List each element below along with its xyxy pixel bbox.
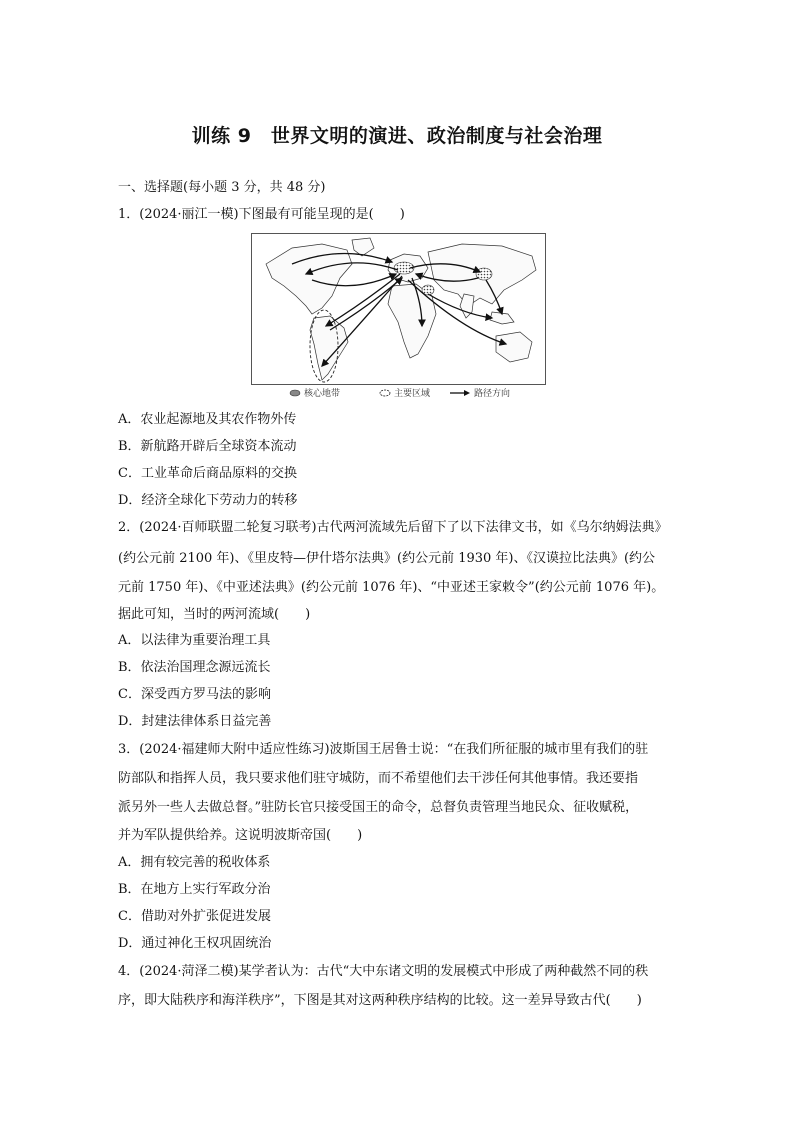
question-1-option-b: B．新航路开辟后全球资本流动 — [118, 439, 297, 454]
question-3-option-d: D．通过神化王权巩固统治 — [118, 936, 272, 951]
question-3-option-a: A．拥有较完善的税收体系 — [118, 855, 271, 870]
core-zone-east-asia — [476, 268, 492, 280]
question-3-option-b: B．在地方上实行军政分治 — [118, 882, 271, 897]
question-1-option-d: D．经济全球化下劳动力的转移 — [118, 493, 298, 508]
question-3-line-2: 防部队和指挥人员，我只要求他们驻守城防，而不希望他们去干涉任何其他事情。我还要指 — [118, 771, 639, 786]
question-2-line-4: 据此可知，当时的两河流域( ) — [118, 607, 311, 622]
question-2-option-b: B．依法治国理念源远流长 — [118, 660, 271, 675]
page-title: 训练 9 世界文明的演进、政治制度与社会治理 — [191, 125, 603, 147]
legend-item-region — [379, 386, 430, 399]
legend-label-region: 主要区域 — [394, 389, 431, 399]
legend-label-core: 核心地带 — [304, 389, 341, 399]
legend-item-route — [449, 386, 510, 399]
section-heading: 一、选择题(每小题 3 分，共 48 分) — [118, 180, 326, 195]
question-2-line-1: 2．(2024·百师联盟二轮复习联考)古代两河流域先后留下了以下法律文书，如《乌尔纳姆法典》 — [118, 520, 668, 535]
question-2-option-d: D．封建法律体系日益完善 — [118, 714, 272, 729]
question-3-line-1: 3．(2024·福建师大附中适应性练习)波斯国王居鲁士说：“在我们所征服的城市里有我们的驻 — [118, 742, 649, 757]
question-1-stem: 1．(2024·丽江一模)下图最有可能呈现的是( ) — [118, 207, 405, 222]
question-2-line-2: (约公元前 2100 年)、《里皮特—伊什塔尔法典》(约公元前 1930 年)、《汉谟拉比法典》(约公 — [118, 551, 656, 566]
question-4-line-1: 4．(2024·菏泽二模)某学者认为：古代“大中东诸文明的发展模式中形成了两种截然不同的秩 — [118, 964, 649, 979]
world-map-figure — [252, 234, 545, 384]
dashed-region-icon — [379, 389, 391, 397]
arrow-icon — [449, 389, 471, 397]
legend-item-core — [289, 386, 340, 399]
question-3-option-c: C．借助对外扩张促进发展 — [118, 909, 271, 924]
question-2-line-3: 元前 1750 年)、《中亚述法典》(约公元前 1076 年)、“中亚述王家敕令”(约公元前 1076 年)。 — [118, 580, 665, 595]
legend-label-route: 路径方向 — [474, 389, 511, 399]
map-legend — [251, 386, 544, 398]
question-4-line-2: 序，即大陆秩序和海洋秩序”，下图是其对这两种秩序结构的比较。这一差异导致古代( ) — [118, 993, 642, 1008]
question-3-line-4: 并为军队提供给养。这说明波斯帝国( ) — [118, 828, 363, 843]
question-2-option-c: C．深受西方罗马法的影响 — [118, 687, 271, 702]
core-zone-icon — [289, 389, 301, 397]
question-3-line-3: 派另外一些人去做总督。”驻防长官只接受国王的命令，总督负责管理当地民众、征收赋税， — [118, 800, 639, 815]
question-1-option-c: C．工业革命后商品原料的交换 — [118, 466, 297, 481]
question-1-option-a: A．农业起源地及其农作物外传 — [118, 412, 297, 427]
world-route-map — [251, 233, 546, 385]
question-2-option-a: A．以法律为重要治理工具 — [118, 633, 271, 648]
